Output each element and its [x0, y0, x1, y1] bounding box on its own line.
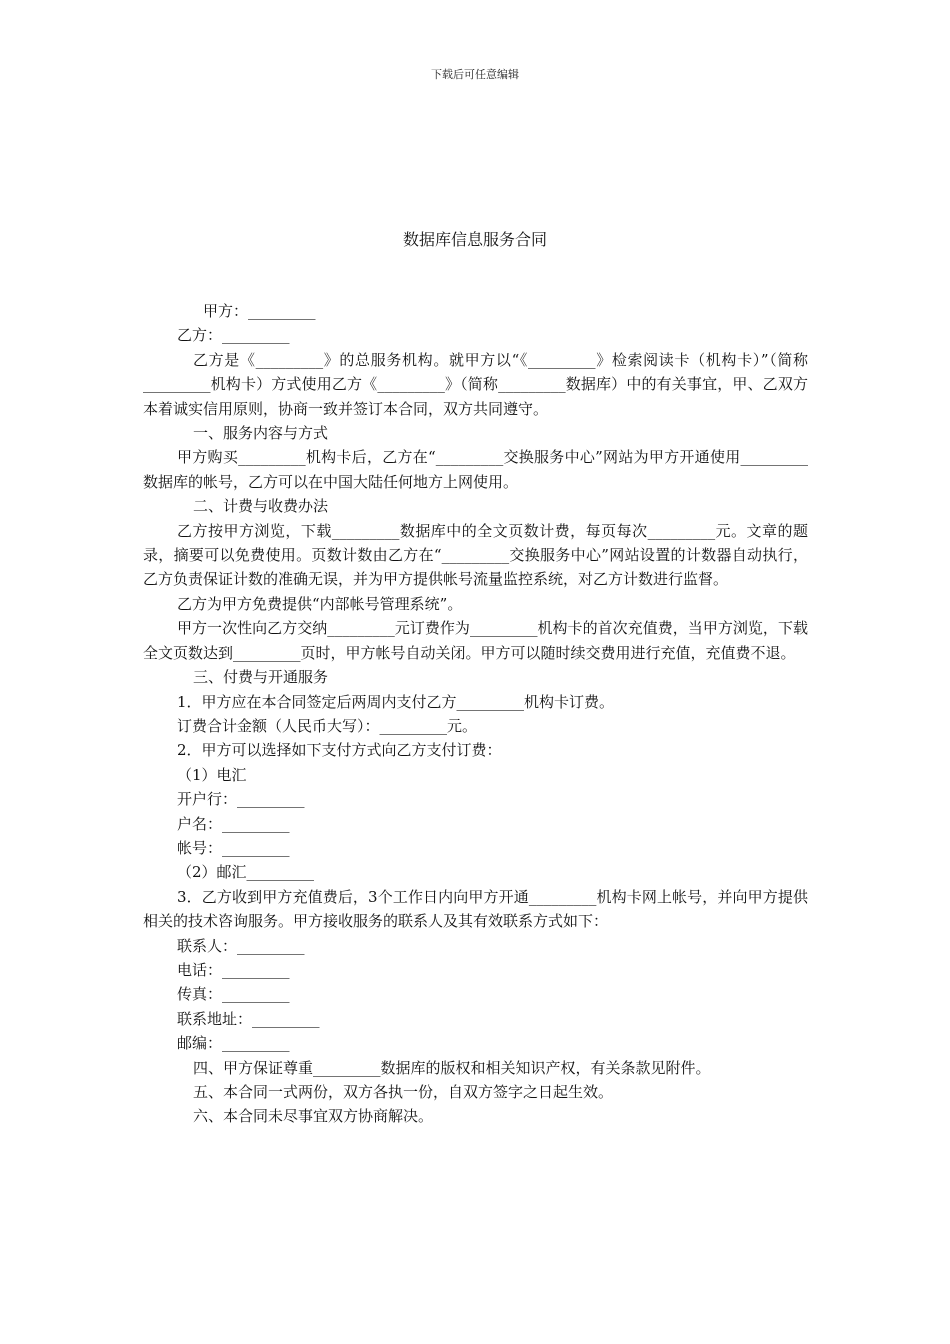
paragraph: 乙方为甲方免费提供“内部帐号管理系统”。: [177, 594, 463, 613]
paragraph: 传真：_________: [177, 985, 290, 1004]
paragraph: 四、甲方保证尊重_________数据库的版权和相关知识产权，有关条款见附件。: [193, 1058, 711, 1077]
paragraph: 开户行：_________: [177, 790, 305, 809]
paragraph: 甲方：_________: [203, 302, 316, 320]
paragraph: 乙方是《_________》的总服务机构。就甲方以“《_________》检索阅读卡（机构卡）”（简称_________机构卡）方式使用乙方《_________》（简称_________数据库）中的有关事宜，甲、乙双方本着诚实信用原则，协商一致并签订本合同，双方共同遵守。: [143, 350, 808, 418]
paragraph: 三、付费与开通服务: [193, 668, 329, 687]
paragraph: 五、本合同一式两份，双方各执一份，自双方签字之日起生效。: [193, 1083, 614, 1101]
page-header: 下载后可任意编辑: [431, 68, 519, 81]
paragraph: 3．乙方收到甲方充值费后，3个工作日内向甲方开通_________机构卡网上帐号，并向甲方提供相关的技术咨询服务。甲方接收服务的联系人及其有效联系方式如下：: [143, 887, 808, 931]
document-title: 数据库信息服务合同: [402, 230, 547, 249]
paragraph: 2．甲方可以选择如下支付方式向乙方支付订费：: [177, 741, 502, 760]
paragraph: 甲方一次性向乙方交纳_________元订费作为_________机构卡的首次充值费，当甲方浏览，下载全文页数达到_________页时，甲方帐号自动关闭。甲方可以随时续交费用进行充值，充值费不退。: [143, 619, 808, 662]
paragraph: 联系地址：_________: [177, 1009, 320, 1028]
paragraph: 电话：_________: [177, 960, 290, 979]
paragraph: 甲方购买_________机构卡后，乙方在“_________交换服务中心”网站为甲方开通使用_________数据库的帐号，乙方可以在中国大陆任何地方上网使用。: [143, 448, 808, 491]
paragraph: 订费合计金额（人民币大写）：_________元。: [177, 716, 478, 735]
paragraph: 邮编：_________: [177, 1034, 290, 1053]
paragraph: 1．甲方应在本合同签定后两周内支付乙方_________机构卡订费。: [177, 692, 615, 711]
document-body: [143, 299, 808, 1129]
paragraph: 二、计费与收费办法: [193, 497, 329, 516]
paragraph: 一、服务内容与方式: [193, 424, 329, 443]
paragraph: 帐号：_________: [177, 838, 290, 857]
paragraph: 乙方：_________: [177, 326, 290, 345]
paragraph: （2）邮汇_________: [177, 863, 315, 882]
paragraph: （1）电汇: [177, 765, 247, 784]
paragraph: 六、本合同未尽事宜双方协商解决。: [193, 1107, 434, 1126]
paragraph: 户名：_________: [177, 814, 290, 833]
paragraph: 乙方按甲方浏览，下载_________数据库中的全文页数计费，每页每次_________元。文章的题录，摘要可以免费使用。页数计数由乙方在“_________交换服务中心”网站设置的计数器自动执行，乙方负责保证计数的准确无误，并为甲方提供帐号流量监控系统，对乙方计数进行监督。: [143, 521, 808, 589]
paragraph: 联系人：_________: [177, 936, 305, 955]
